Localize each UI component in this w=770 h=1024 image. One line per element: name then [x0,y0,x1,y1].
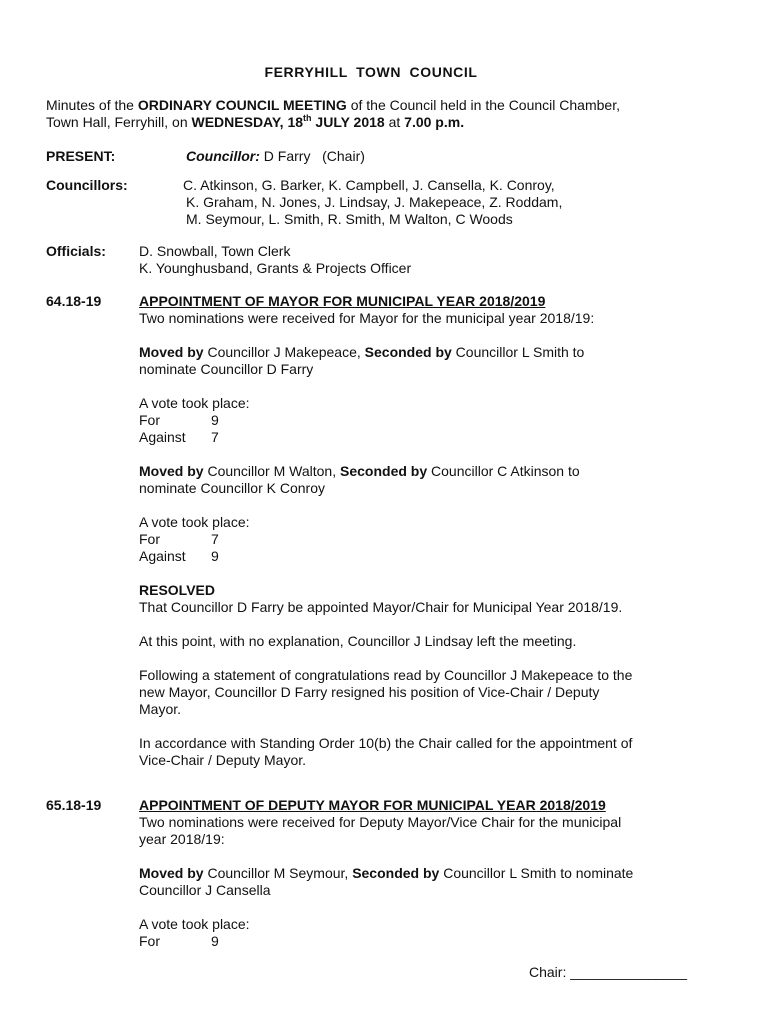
officials-list [139,243,411,277]
meeting-intro [46,97,706,131]
councillors-line: C. Atkinson, G. Barker, K. Campbell, J. Cansella, K. Conroy, [183,177,555,193]
motion: Moved by Councillor M Seymour, Seconded by Councillor L Smith to nominate [139,865,634,881]
item-intro: Two nominations were received for Mayor for the municipal year 2018/19: [139,310,595,326]
motion: Moved by Councillor J Makepeace, Seconded by Councillor L Smith to [139,344,585,360]
council-title: FERRYHILL TOWN COUNCIL [264,64,478,80]
meeting-day: WEDNESDAY, 18th JULY 2018 [191,113,385,130]
paragraph-line: In accordance with Standing Order 10(b) the Chair called for the appointment of [139,735,633,751]
item-heading: APPOINTMENT OF MAYOR FOR MUNICIPAL YEAR 2018/2019 [139,293,546,309]
item-64-body [139,293,699,769]
paragraph-line: Mayor. [139,701,182,717]
vote-for: For 9 [139,933,219,949]
meeting-time: 7.00 p.m. [404,114,465,130]
present-label: PRESENT: [46,148,116,164]
item-heading: APPOINTMENT OF DEPUTY MAYOR FOR MUNICIPAL YEAR 2018/2019 [139,797,606,813]
vote-against: Against 7 [139,429,219,445]
vote-title: A vote took place: [139,395,250,411]
vote-title: A vote took place: [139,916,250,932]
councillors-line: K. Graham, N. Jones, J. Lindsay, J. Makepeace, Z. Roddam, [186,194,563,210]
councillors-label: Councillors: [46,177,128,193]
motion: Moved by Councillor M Walton, Seconded by Councillor C Atkinson to [139,463,580,479]
item-65-body [139,797,699,950]
paragraph: At this point, with no explanation, Councillor J Lindsay left the meeting. [139,633,577,649]
vote-for: For 9 [139,412,219,428]
item-intro-line: year 2018/19: [139,831,225,847]
intro-text: Town Hall, Ferryhill, on [46,114,192,130]
officials-label: Officials: [46,243,106,259]
item-intro-line: Two nominations were received for Deputy Mayor/Vice Chair for the municipal [139,814,622,830]
item-number: 64.18-19 [46,293,102,309]
vote-title: A vote took place: [139,514,250,530]
paragraph-line: new Mayor, Councillor D Farry resigned his position of Vice-Chair / Deputy [139,684,600,700]
meeting-type: ORDINARY COUNCIL MEETING [137,97,347,113]
motion-line: nominate Councillor D Farry [139,361,314,377]
vote-for: For 7 [139,531,219,547]
resolved-text: That Councillor D Farry be appointed Mayor/Chair for Municipal Year 2018/19. [139,599,623,615]
councillors-list [183,177,643,228]
intro-text: of the Council held in the Council Chamber, [346,97,620,113]
paragraph-line: Vice-Chair / Deputy Mayor. [139,752,307,768]
present-chair: Councillor: D Farry (Chair) [186,148,365,164]
motion-line: Councillor J Cansella [139,882,271,898]
chair-signature-line: Chair: _______________ [529,964,688,980]
official-line: D. Snowball, Town Clerk [139,243,291,259]
resolved-label: RESOLVED [139,582,215,598]
motion-line: nominate Councillor K Conroy [139,480,325,496]
intro-text: Minutes of the [46,97,138,113]
vote-against: Against 9 [139,548,219,564]
councillors-line: M. Seymour, L. Smith, R. Smith, M Walton, C Woods [186,211,513,227]
item-number: 65.18-19 [46,797,102,813]
intro-text: at [384,114,405,130]
official-line: K. Younghusband, Grants & Projects Officer [139,260,412,276]
paragraph-line: Following a statement of congratulations read by Councillor J Makepeace to the [139,667,633,683]
